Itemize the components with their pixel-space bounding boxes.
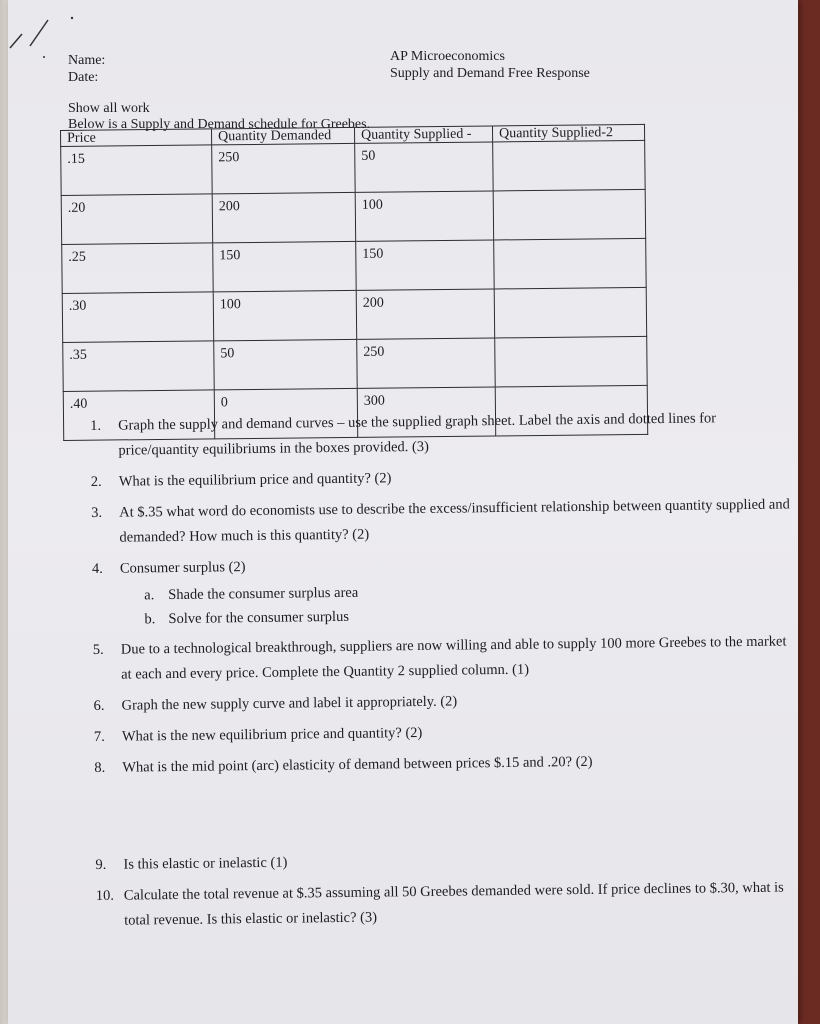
question-number: 10.	[95, 887, 115, 904]
cell-qd: 100	[213, 290, 357, 340]
table-row	[61, 189, 645, 244]
pen-marks-icon	[8, 0, 88, 60]
cell-qs2[interactable]	[493, 140, 646, 191]
question-text: Consumer surplus (2)	[119, 559, 246, 577]
sub-question-text: Shade the consumer surplus area	[168, 584, 359, 604]
question-item	[96, 875, 797, 934]
sub-question-letter: a.	[144, 587, 155, 604]
cell-qs: 300	[357, 387, 496, 437]
question-text: Graph the supply and demand curves – use the supplied graph sheet. Label the axis and dotted lines for price/quantity equilibriums in the boxes provided. (3)	[118, 410, 717, 459]
question-number: 8.	[94, 759, 106, 776]
cell-qd: 200	[212, 192, 356, 242]
question-number: 6.	[93, 697, 105, 714]
question-text: Calculate the total revenue at $.35 assuming all 50 Greebes demanded were sold. If price declines to $.30, what is total revenue. Is this elastic or inelastic? (3)	[123, 879, 784, 929]
course-info	[390, 48, 590, 82]
cell-qs2[interactable]	[494, 238, 647, 289]
assignment-title: Supply and Demand Free Response	[390, 66, 590, 81]
question-item	[90, 405, 791, 464]
question-number: 5.	[92, 641, 104, 658]
name-label: Name:	[68, 53, 106, 68]
question-item	[91, 461, 791, 495]
cell-price: .25	[62, 243, 214, 294]
cell-qs2[interactable]	[494, 287, 647, 338]
question-number: 9.	[95, 856, 107, 873]
table-row	[62, 238, 646, 293]
question-text: What is the mid point (arc) elasticity of demand between prices $.15 and .20? (2)	[122, 753, 593, 776]
student-info	[68, 52, 105, 86]
question-text: At $.35 what word do economists use to describe the excess/insufficient relationship between quantity supplied and demanded? How much is this quantity? (2)	[119, 496, 790, 546]
cell-price: .30	[62, 292, 214, 343]
sub-question-letter: b.	[144, 611, 156, 628]
cell-price: .15	[61, 145, 213, 196]
question-item	[93, 685, 793, 719]
header-quantity-supplied-2: Quantity Supplied-2	[492, 124, 644, 142]
cell-qs: 150	[356, 240, 495, 290]
question-item	[93, 629, 794, 688]
cell-qs: 200	[356, 289, 495, 339]
date-label: Date:	[68, 70, 99, 85]
table-caption: Below is a Supply and Demand schedule for Greebes.	[68, 117, 371, 132]
cell-qs2[interactable]	[495, 336, 648, 387]
cell-price: .20	[61, 194, 213, 245]
course-title: AP Microeconomics	[390, 49, 505, 64]
cell-qs: 100	[355, 191, 494, 241]
question-number: 7.	[93, 728, 105, 745]
question-text: Due to a technological breakthrough, suppliers are now willing and able to supply 100 more Greebes to the market at each and every price. Complete the Quantity 2 supplied column. (1)	[120, 633, 787, 683]
cell-qd: 50	[214, 339, 358, 389]
question-text: Graph the new supply curve and label it appropriately. (2)	[121, 693, 458, 714]
cell-qd: 150	[213, 241, 357, 291]
question-item	[94, 747, 794, 781]
cell-price: .40	[63, 390, 215, 441]
header-quantity-supplied: Quantity Supplied -	[354, 126, 492, 143]
cell-qs: 250	[357, 338, 496, 388]
question-text: Is this elastic or inelastic (1)	[123, 854, 288, 873]
question-number: 4.	[91, 560, 103, 577]
supply-demand-table	[60, 124, 648, 441]
question-number: 2.	[90, 473, 102, 490]
worksheet-page	[8, 0, 798, 1024]
cell-qs2[interactable]	[493, 189, 646, 240]
sub-question-text: Solve for the consumer surplus	[168, 608, 350, 628]
table-row	[62, 287, 646, 342]
table-row	[61, 140, 645, 195]
cell-price: .35	[63, 341, 215, 392]
question-item	[91, 492, 792, 551]
question-list	[90, 405, 796, 940]
cell-qs: 50	[355, 142, 494, 192]
table-row	[63, 336, 647, 391]
question-item	[95, 844, 795, 878]
show-work-instruction: Show all work	[68, 101, 150, 116]
question-text: What is the new equilibrium price and quantity? (2)	[121, 724, 423, 745]
question-text: What is the equilibrium price and quantity? (2)	[118, 470, 392, 490]
question-number: 3.	[91, 504, 103, 521]
cell-qd: 0	[214, 388, 358, 438]
question-item	[94, 716, 794, 750]
question-number: 1.	[90, 417, 102, 434]
header-quantity-demanded: Quantity Demanded	[211, 127, 354, 144]
header-price: Price	[61, 129, 212, 147]
cell-qd: 250	[212, 143, 356, 193]
